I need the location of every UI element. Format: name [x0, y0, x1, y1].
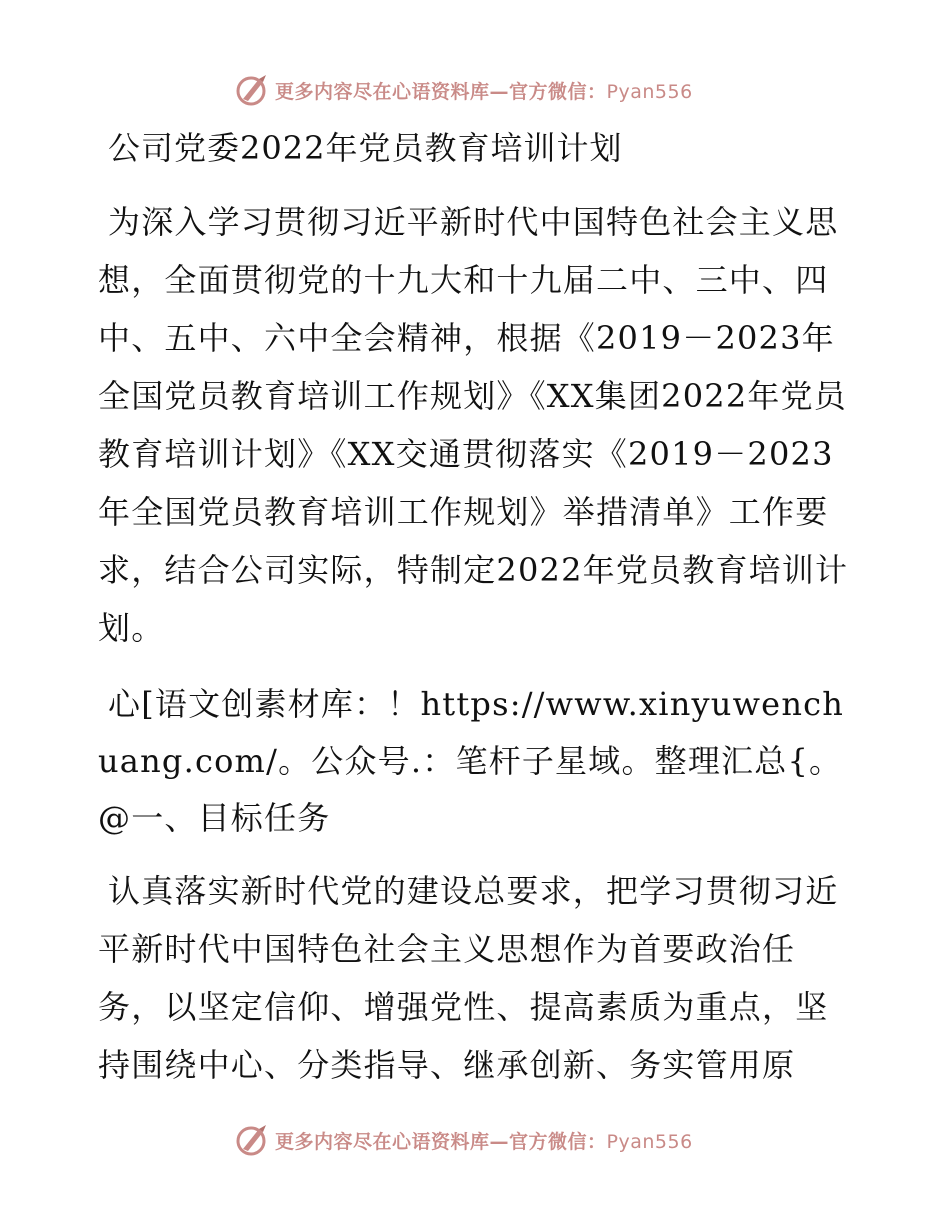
watermark-text: 更多内容尽在心语资料库—官方微信：Pyan556: [275, 1130, 693, 1153]
quill-pen-logo-icon: [235, 73, 269, 107]
paragraph-source-note: 心[语文创素材库：！https://www.xinyuwenchuang.com/。公众号.：笔杆子星域。整理汇总{。@一、目标任务: [98, 685, 845, 837]
watermark-text: 更多内容尽在心语资料库—官方微信：Pyan556: [275, 80, 693, 103]
quill-pen-logo-icon: [235, 1123, 269, 1157]
paragraph-goals: 认真落实新时代党的建设总要求，把学习贯彻习近平新时代中国特色社会主义思想作为首要政治任务，以坚定信仰、增强党性、提高素质为重点，坚持围绕中心、分类指导、继承创新、务实管用原: [98, 872, 839, 1084]
page-title: 公司党委2022年党员教育培训计划: [108, 129, 623, 167]
paragraph-intro: 为深入学习贯彻习近平新时代中国特色社会主义思想，全面贯彻党的十九大和十九届二中、三中、四中、五中、六中全会精神，根据《2019－2023年全国党员教育培训工作规划》《XX集团2022年党员教育培训计划》《XX交通贯彻落实《2019－2023年全国党员教育培训工作规划》举措清单》工作要求，结合公司实际，特制定2022年党员教育培训计划。: [98, 203, 849, 647]
watermark-header: [235, 72, 693, 108]
watermark-footer: [235, 1122, 693, 1158]
